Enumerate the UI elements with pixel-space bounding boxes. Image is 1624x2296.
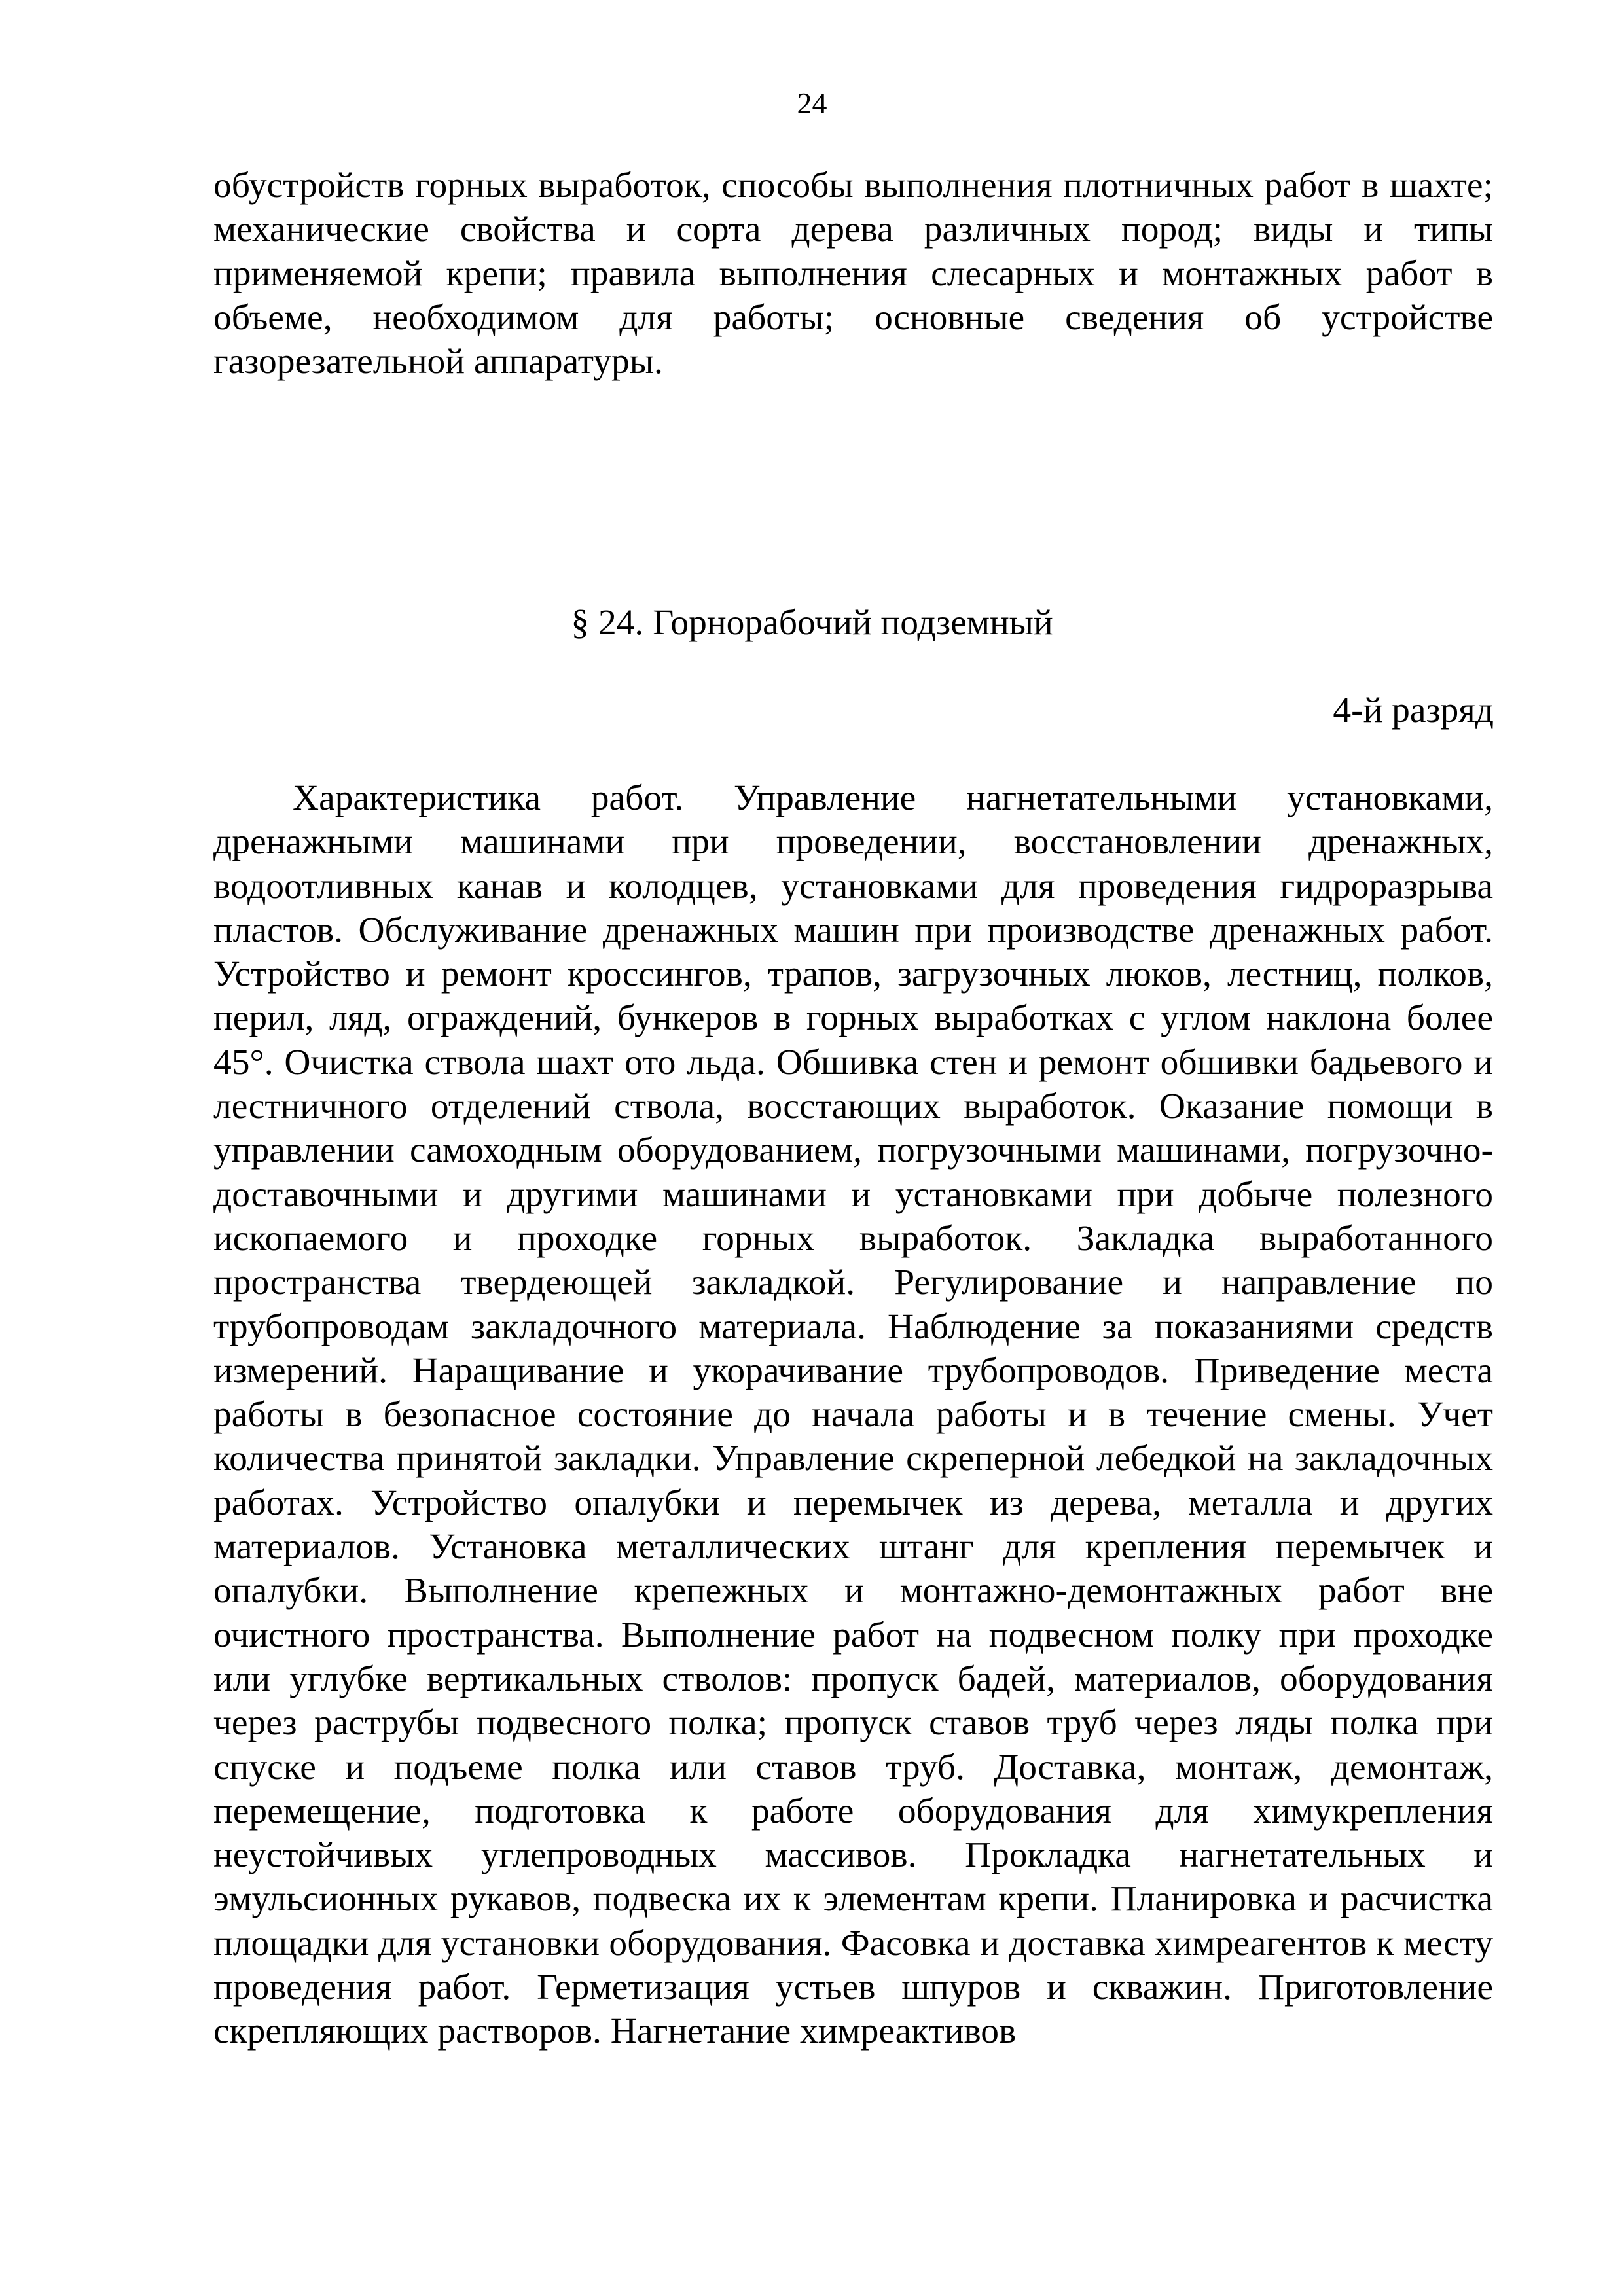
grade-label: 4-й разряд — [1333, 691, 1494, 730]
section-heading: § 24. Горнорабочий подземный — [571, 603, 1053, 643]
page-number: 24 — [797, 86, 827, 120]
body-paragraph: Характеристика работ. Управление нагнетательными установками, дренажными машинами при проведении, восстановлении дренажных, водоотливных канав и колодцев, установками для проведения гидроразрыва пластов. Обслуживание дренажных машин при производстве дренажных работ. Устройство и ремонт кроссингов, трапов, загрузочных люков, лестниц, полков, перил, ляд, ограждений, бункеров в горных выработках с углом наклона более 45°. Очистка ствола шахт ото льда. Обшивка стен и ремонт обшивки бадьевого и лестничного отделений ствола, восстающих выработок. Оказание помощи в управлении самоходным оборудованием, погрузочными машинами, погрузочно-доставочными и другими машинами и установками при добыче полезного ископаемого и проходке горных выработок. Закладка выработанного пространства твердеющей закладкой. Регулирование и направление по трубопроводам закладочного материала. Наблюдение за показаниями средств измерений. Наращивание и укорачивание трубопроводов. Приведение места работы в безопасное состояние до начала работы и в течение смены. Учет количества принятой закладки. Управление скреперной лебедкой на закладочных работах. Устройство опалубки и перемычек из дерева, металла и других материалов. Установка металлических штанг для крепления перемычек и опалубки. Выполнение крепежных и монтажно-демонтажных работ вне очистного пространства. Выполнение работ на подвесном полку при проходке или углубке вертикальных стволов: пропуск бадей, материалов, оборудования через раструбы подвесного полка; пропуск ставов труб через ляды полка при спуске и подъеме полка или ставов труб. Доставка, монтаж, демонтаж, перемещение, подготовка к работе оборудования для химукрепления неустойчивых углепроводных массивов. Прокладка нагнетательных и эмульсионных рукавов, подвеска их к элементам крепи. Планировка и расчистка площадки для установки оборудования. Фасовка и доставка химреагентов к месту проведения работ. Герметизация устьев шпуров и скважин. Приготовление скрепляющих растворов. Нагнетание химреактивов — [213, 778, 1493, 2052]
intro-paragraph: обустройств горных выработок, способы выполнения плотничных работ в шахте; механические свойства и сорта дерева различных пород; виды и типы применяемой крепи; правила выполнения слесарных и монтажных работ в объеме, необходимом для работы; основные сведения об устройстве газорезательной аппаратуры. — [213, 166, 1493, 382]
